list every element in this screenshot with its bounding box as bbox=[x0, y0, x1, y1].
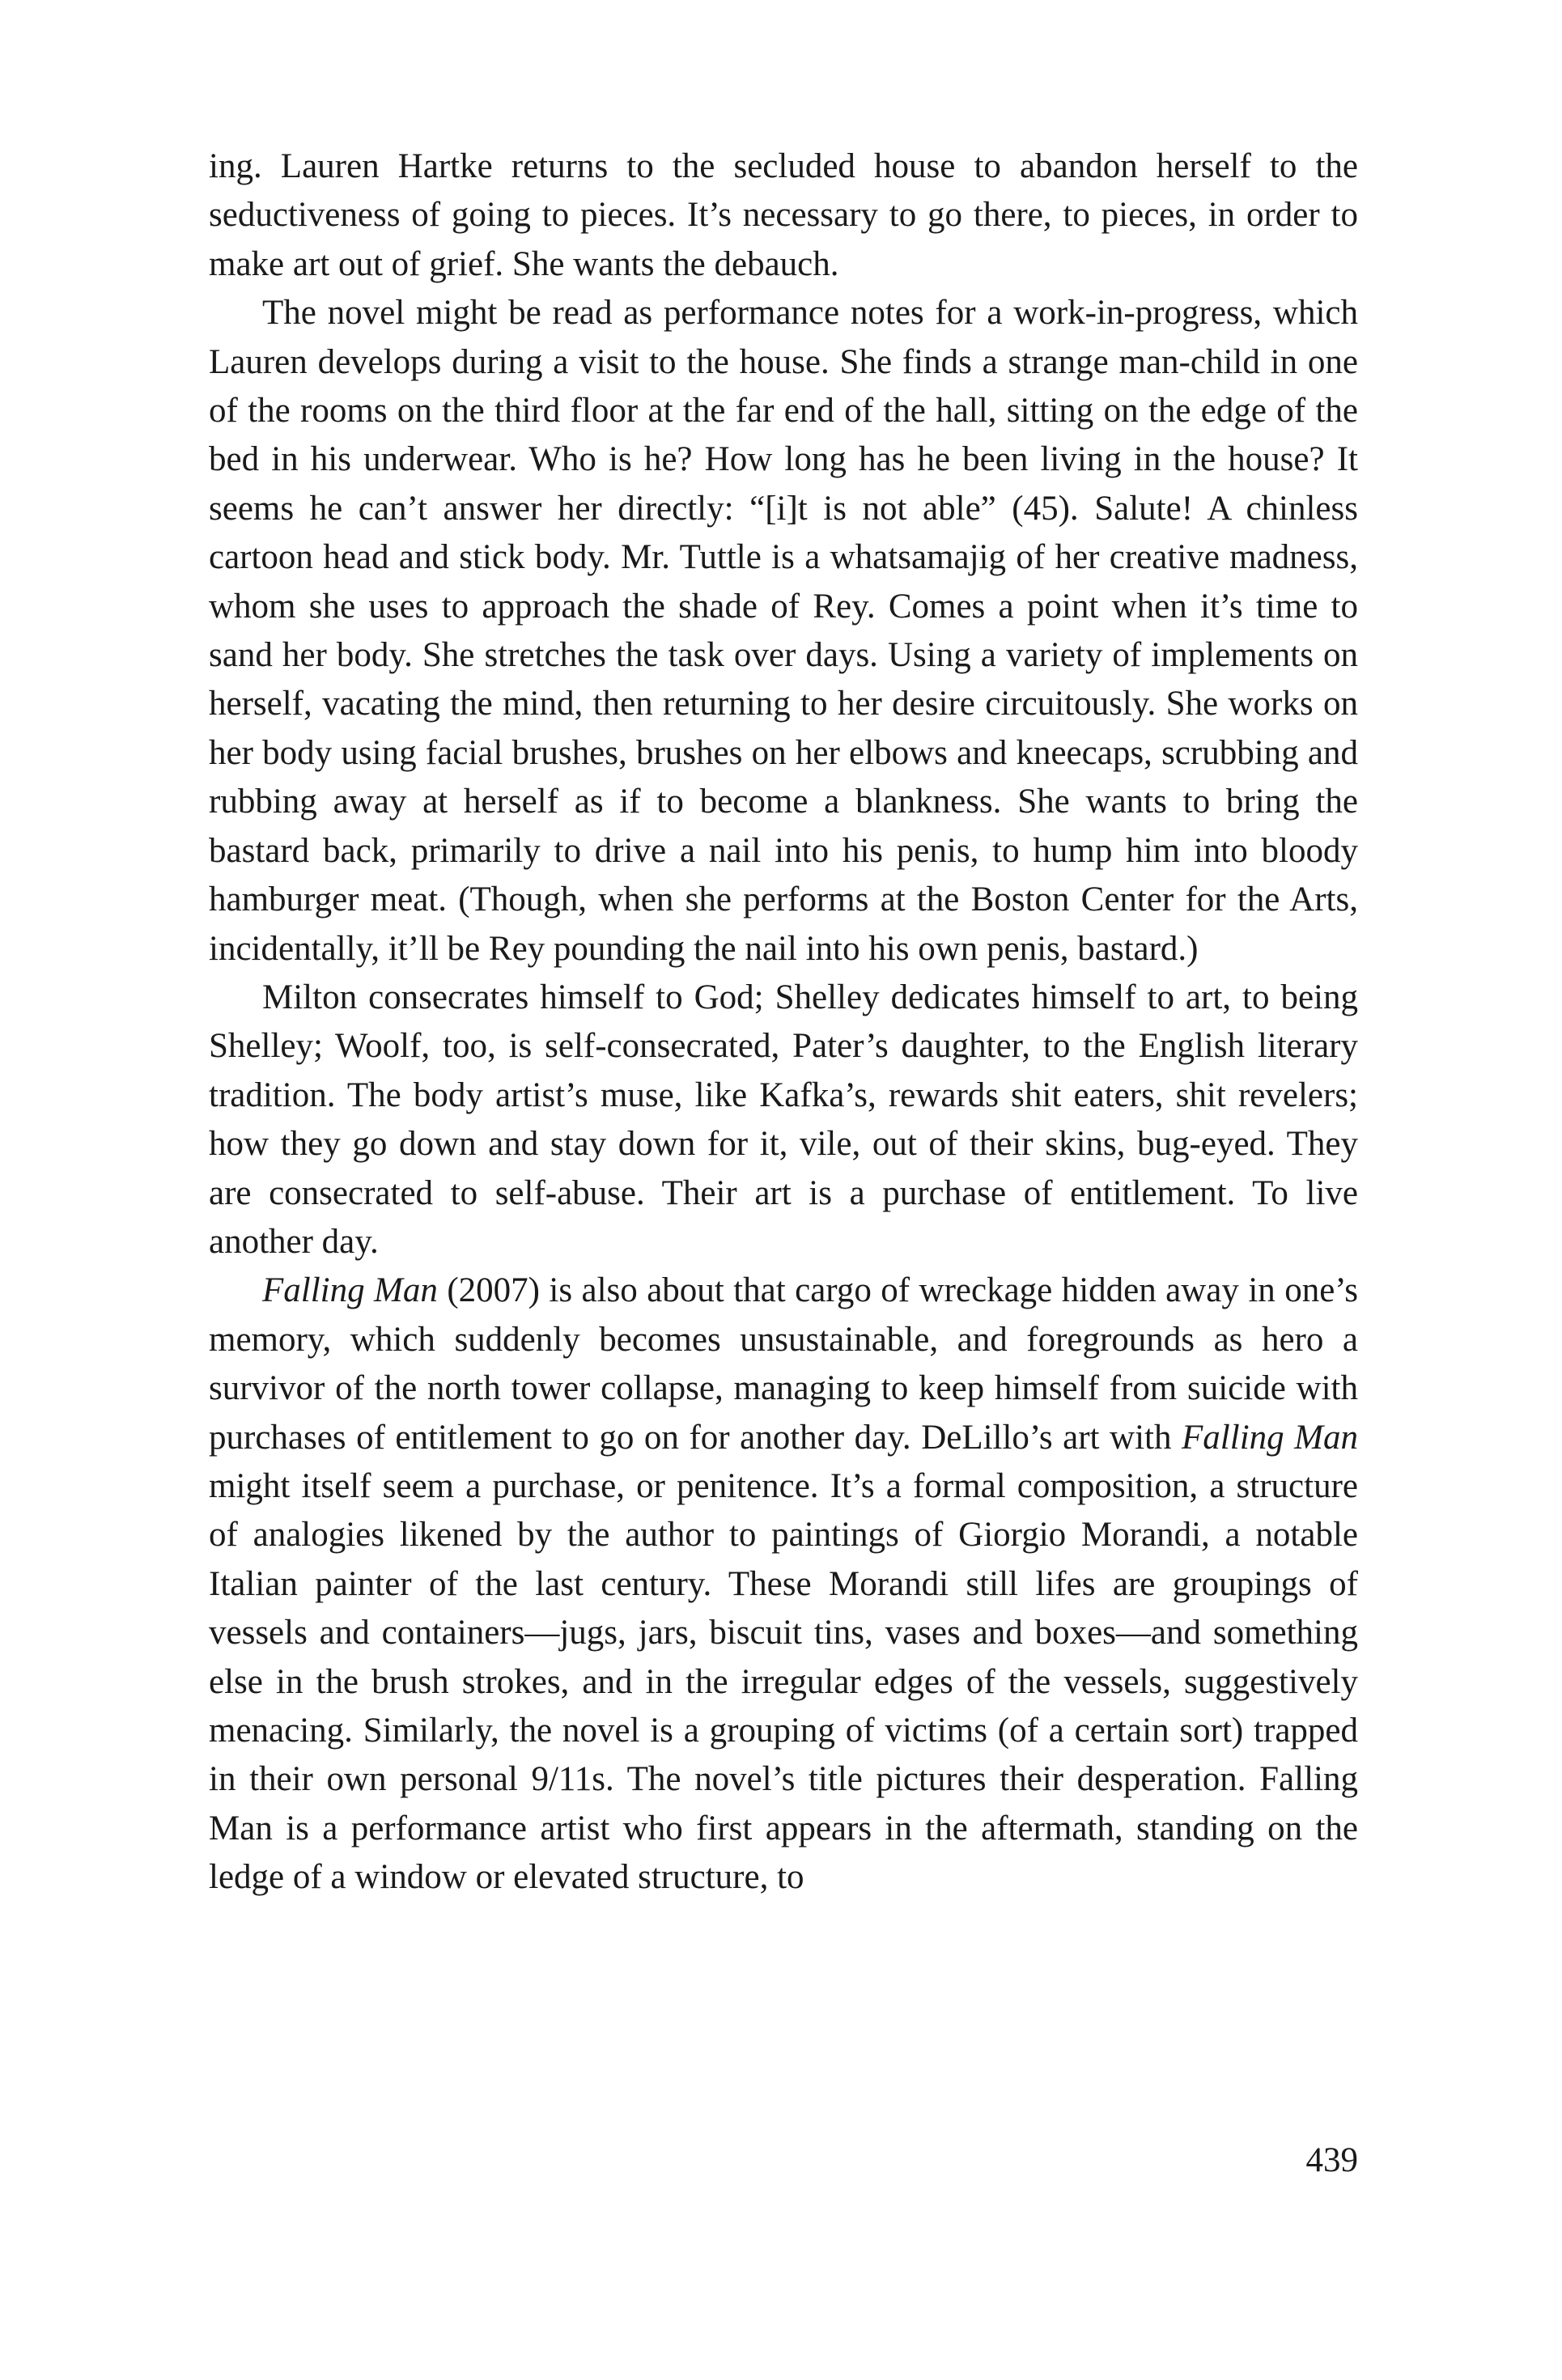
paragraph-3-text: Milton consecrates himself to God; Shelley dedicates himself to art, to being Shelley; Woolf, too, is self-consecrated, Pater’s daughter, to the English literary tradition. The body artist’s muse, like Kafka’s, rewards shit eaters, shit revelers; how they go down and stay down for it, vile, out of their skins, bug-eyed. They are consecrated to self-abuse. Their art is a purchase of entitlement. To live another day. bbox=[209, 978, 1358, 1261]
paragraph-4 bbox=[209, 1266, 1358, 1902]
paragraph-1 bbox=[209, 142, 1358, 289]
paragraph-4-text-b: might itself seem a purchase, or penitence. It’s a formal composition, a structure of analogies likened by the author to paintings of Giorgio Morandi, a notable Italian painter of the last century. These Morandi still lifes are groupings of vessels and containers—jugs, jars, biscuit tins, vases and boxes—and something else in the brush strokes, and in the irregular edges of the vessels, suggestively menacing. Similarly, the novel is a grouping of victims (of a certain sort) trapped in their own personal 9/11s. The novel’s title pictures their desperation. Falling Man is a performance artist who first appears in the aftermath, standing on the ledge of a window or elevated structure, to bbox=[209, 1466, 1358, 1897]
paragraph-2-text: The novel might be read as performance notes for a work-in-progress, which Lauren develops during a visit to the house. She finds a strange man-child in one of the rooms on the third floor at the far end of the hall, sitting on the edge of the bed in his underwear. Who is he? How long has he been living in the house? It seems he can’t answer her directly: “[i]t is not able” (45). Salute! A chinless cartoon head and stick body. Mr. Tuttle is a whatsamajig of her creative madness, whom she uses to approach the shade of Rey. Comes a point when it’s time to sand her body. She stretches the task over days. Using a variety of implements on herself, vacating the mind, then returning to her desire circuitously. She works on her body using facial brushes, brushes on her elbows and kneecaps, scrubbing and rubbing away at herself as if to become a blankness. She wants to bring the bastard back, primarily to drive a nail into his penis, to hump him into bloody hamburger meat. (Though, when she performs at the Boston Center for the Arts, incidentally, it’ll be Rey pounding the nail into his own penis, bastard.) bbox=[209, 294, 1358, 968]
body-text bbox=[209, 142, 1358, 1903]
paragraph-3 bbox=[209, 974, 1358, 1266]
page-number: 439 bbox=[1305, 2141, 1358, 2179]
paragraph-1-text: ing. Lauren Hartke returns to the secluded house to abandon herself to the seductiveness of going to pieces. It’s necessary to go there, to pieces, in order to make art out of grief. She wants the debauch. bbox=[209, 147, 1358, 283]
book-title-italic: Falling Man bbox=[1182, 1418, 1358, 1457]
paragraph-4-text-a: (2007) is also about that cargo of wreckage hidden away in one’s memory, which suddenly becomes unsustainable, and foregrounds as hero a survivor of the north tower collapse, managing to keep himself from suicide with purchases of entitlement to go on for another day. DeLillo’s art with bbox=[209, 1271, 1358, 1457]
paragraph-2 bbox=[209, 289, 1358, 974]
book-title-italic: Falling Man bbox=[262, 1271, 438, 1310]
